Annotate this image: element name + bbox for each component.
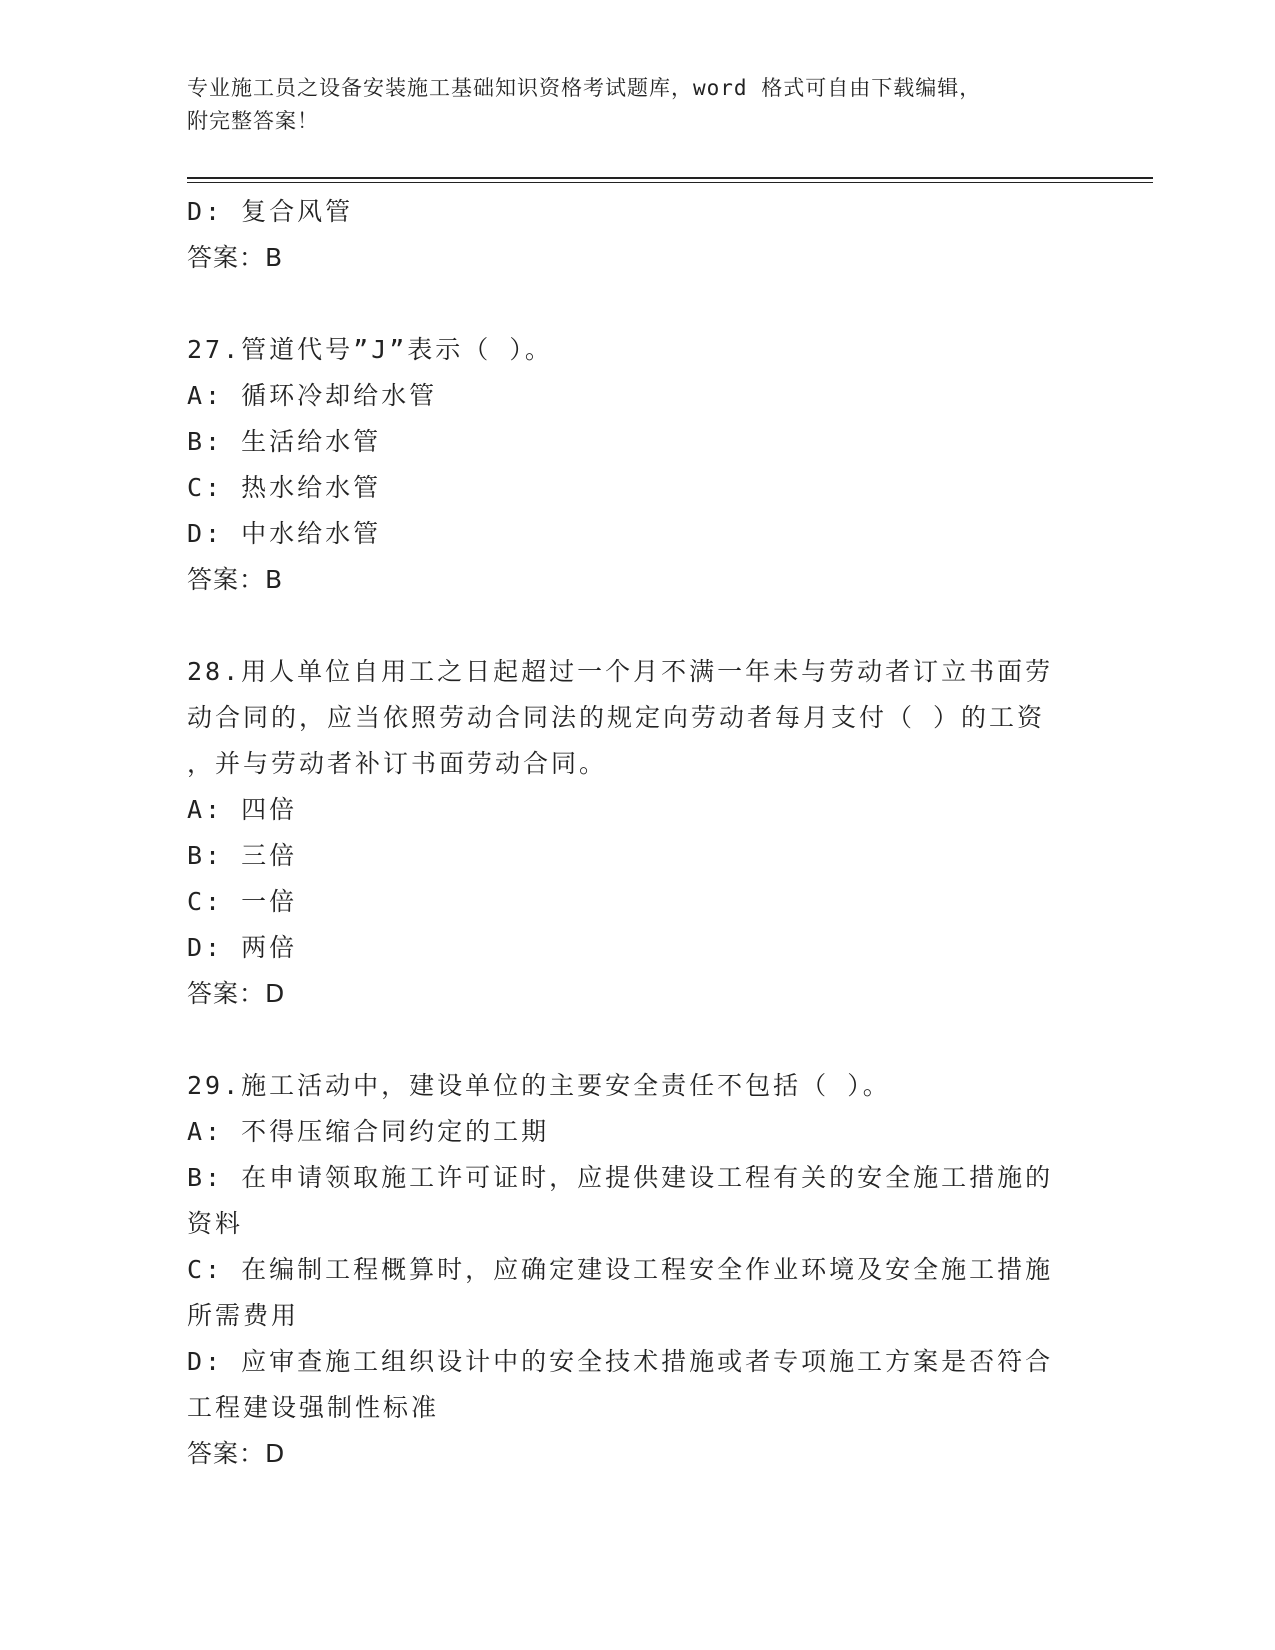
prev-answer: 答案：B — [187, 243, 284, 272]
q27-option-d: D: 中水给水管 — [187, 519, 382, 548]
q27-answer: 答案：B — [187, 565, 284, 594]
q29-option-c-line-1: C: 在编制工程概算时，应确定建设工程安全作业环境及安全施工措施 — [187, 1255, 1054, 1284]
q28-option-a: A: 四倍 — [187, 795, 298, 824]
q28-option-d: D: 两倍 — [187, 933, 298, 962]
spacer — [187, 603, 1087, 649]
q28-option-c: C: 一倍 — [187, 887, 298, 916]
q29-option-b-line-1: B: 在申请领取施工许可证时，应提供建设工程有关的安全施工措施的 — [187, 1163, 1054, 1192]
q28-option-b: B: 三倍 — [187, 841, 298, 870]
question-content — [187, 189, 1087, 1477]
prev-option-d: D: 复合风管 — [187, 197, 354, 226]
document-header — [187, 72, 1067, 138]
header-line-1: 专业施工员之设备安装施工基础知识资格考试题库，word 格式可自由下载编辑， — [187, 76, 982, 100]
q27-option-a: A: 循环冷却给水管 — [187, 381, 438, 410]
q28-answer: 答案：D — [187, 979, 286, 1008]
q29-option-d-line-1: D: 应审查施工组织设计中的安全技术措施或者专项施工方案是否符合 — [187, 1347, 1054, 1376]
q28-stem-line-1: 28.用人单位自用工之日起超过一个月不满一年未与劳动者订立书面劳 — [187, 657, 1054, 686]
header-rule-thin — [187, 182, 1153, 183]
q29-option-b-line-2: 资料 — [187, 1209, 244, 1238]
q27-stem: 27.管道代号”J”表示（ ）。 — [187, 335, 553, 364]
spacer — [187, 281, 1087, 327]
q29-answer: 答案：D — [187, 1439, 286, 1468]
q29-stem: 29.施工活动中，建设单位的主要安全责任不包括（ ）。 — [187, 1071, 891, 1100]
q27-option-b: B: 生活给水管 — [187, 427, 382, 456]
q28-stem-line-3: ，并与劳动者补订书面劳动合同。 — [187, 749, 608, 778]
spacer — [187, 1017, 1087, 1063]
q29-option-c-line-2: 所需费用 — [187, 1301, 300, 1330]
q28-stem-line-2: 动合同的，应当依照劳动合同法的规定向劳动者每月支付（ ）的工资 — [187, 703, 1046, 732]
header-line-2: 附完整答案！ — [187, 109, 319, 133]
q29-option-d-line-2: 工程建设强制性标准 — [187, 1393, 440, 1422]
header-rule-thick — [187, 177, 1153, 179]
q27-option-c: C: 热水给水管 — [187, 473, 382, 502]
q29-option-a: A: 不得压缩合同约定的工期 — [187, 1117, 550, 1146]
